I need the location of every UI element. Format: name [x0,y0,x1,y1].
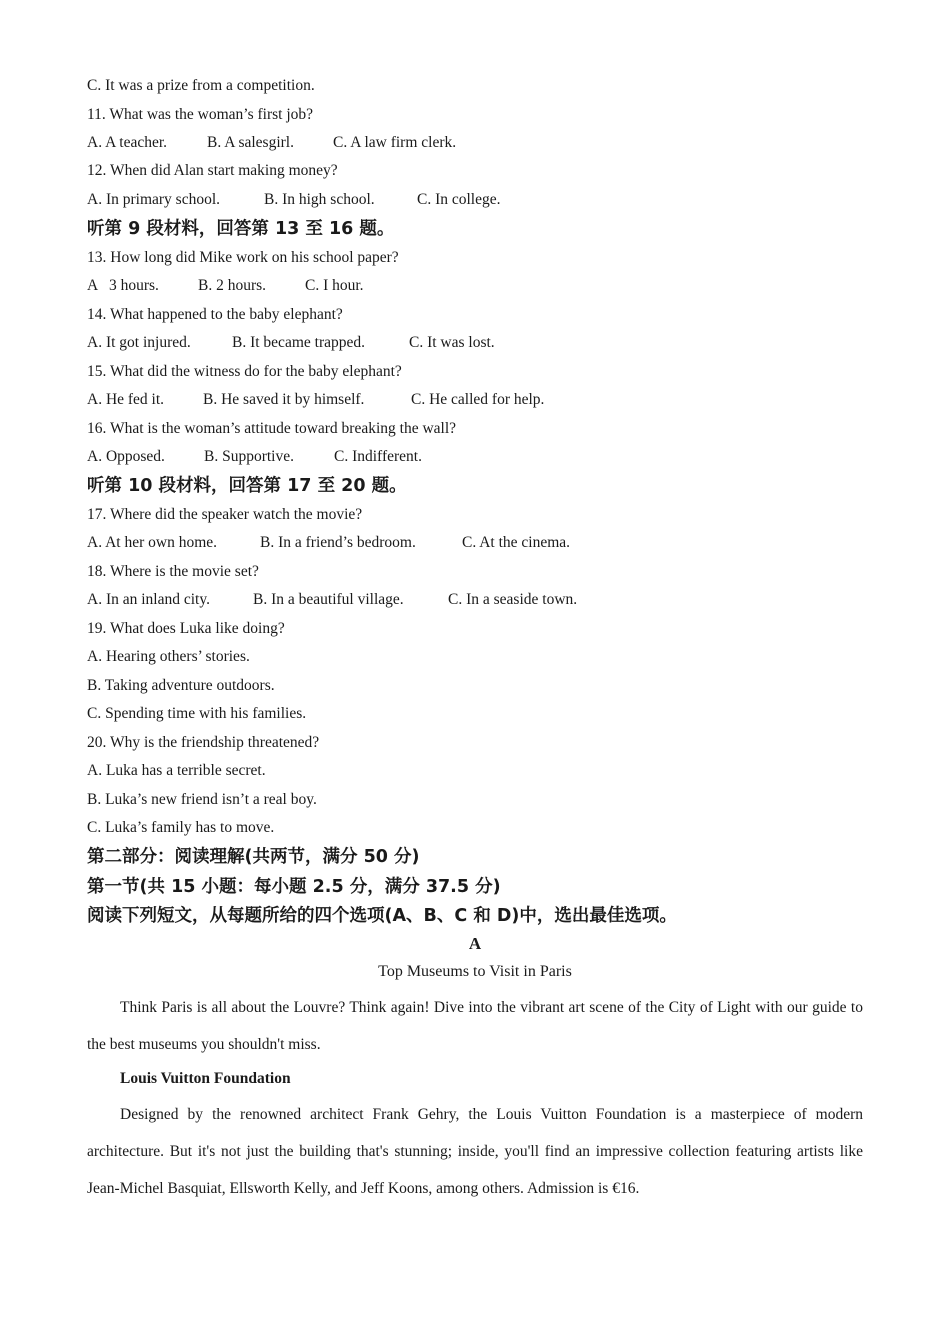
q16-option-b: B. Supportive. [204,448,294,465]
q14-options [87,333,787,353]
q17-option-b: B. In a friend’s bedroom. [260,534,416,551]
segment-10-heading: 听第 10 段材料，回答第 17 至 20 题。 [87,476,407,496]
q14-text: 14. What happened to the baby elephant? [87,306,343,323]
q17-options [87,533,787,553]
passage-title: Top Museums to Visit in Paris [378,963,572,980]
q16-option-c: C. Indifferent. [334,448,422,465]
q12-option-b: B. In high school. [264,191,375,208]
q16-text: 16. What is the woman’s attitude toward breaking the wall? [87,420,457,437]
q11-text: 11. What was the woman’s first job? [87,106,313,123]
q13-options [87,276,787,296]
q12-text: 12. When did Alan start making money? [87,162,338,179]
q20-option-c: C. Luka’s family has to move. [87,819,275,836]
q16-options [87,447,787,467]
q14-option-a: A. It got injured. [87,334,191,351]
reading-instruction: 阅读下列短文，从每题所给的四个选项(A、B、C 和 D)中，选出最佳选项。 [87,906,677,926]
q15-option-c: C. He called for help. [411,391,545,408]
q18-option-c: C. In a seaside town. [448,591,578,608]
q11-option-c: C. A law firm clerk. [333,134,457,151]
q15-options [87,390,787,410]
q16-option-a: A. Opposed. [87,448,165,465]
q20-option-b: B. Luka’s new friend isn’t a real boy. [87,791,317,808]
q17-option-c: C. At the cinema. [462,534,571,551]
section-one-heading: 第一节(共 15 小题：每小题 2.5 分，满分 37.5 分) [87,877,501,897]
q11-option-b: B. A salesgirl. [207,134,294,151]
q14-option-c: C. It was lost. [409,334,495,351]
q18-text: 18. Where is the movie set? [87,563,259,580]
q19-option-c: C. Spending time with his families. [87,705,307,722]
q12-option-a: A. In primary school. [87,191,221,208]
passage-letter: A [468,934,482,953]
q12-options [87,190,787,210]
museum-description: Designed by the renowned architect Frank Gehry, the Louis Vuitton Foundation is a masterpiece of modern architecture. But it's not just the building that's stunning; inside, you'll find an impressive collection featuring artists like Jean-Michel Basquiat, Ellsworth Kelly, and Jeff Koons, among others. Admission is €16. [87,1106,863,1197]
q15-option-a: A. He fed it. [87,391,165,408]
q12-option-c: C. In college. [417,191,501,208]
q11-options [87,133,787,153]
q10-option-c: C. It was a prize from a competition. [87,77,315,94]
q13-option-b: B. 2 hours. [198,277,267,294]
museum-subheading: Louis Vuitton Foundation [120,1070,291,1087]
q15-text: 15. What did the witness do for the baby elephant? [87,363,402,380]
q20-text: 20. Why is the friendship threatened? [87,734,320,751]
q13-option-a: A 3 hours. [87,277,159,294]
q14-option-b: B. It became trapped. [232,334,365,351]
q15-option-b: B. He saved it by himself. [203,391,365,408]
q18-options [87,590,787,610]
q19-option-a: A. Hearing others’ stories. [87,648,250,665]
q18-option-b: B. In a beautiful village. [253,591,404,608]
q19-text: 19. What does Luka like doing? [87,620,285,637]
q11-option-a: A. A teacher. [87,134,168,151]
q18-option-a: A. In an inland city. [87,591,210,608]
segment-9-heading: 听第 9 段材料，回答第 13 至 16 题。 [87,219,395,239]
q13-option-c: C. I hour. [305,277,364,294]
q17-text: 17. Where did the speaker watch the movie? [87,506,363,523]
q19-option-b: B. Taking adventure outdoors. [87,677,275,694]
q20-option-a: A. Luka has a terrible secret. [87,762,266,779]
q13-text: 13. How long did Mike work on his school paper? [87,249,399,266]
q17-option-a: A. At her own home. [87,534,218,551]
part-two-heading: 第二部分：阅读理解(共两节，满分 50 分) [87,847,420,867]
passage-intro: Think Paris is all about the Louvre? Think again! Dive into the vibrant art scene of the City of Light with our guide to the best museums you shouldn't miss. [87,999,863,1053]
